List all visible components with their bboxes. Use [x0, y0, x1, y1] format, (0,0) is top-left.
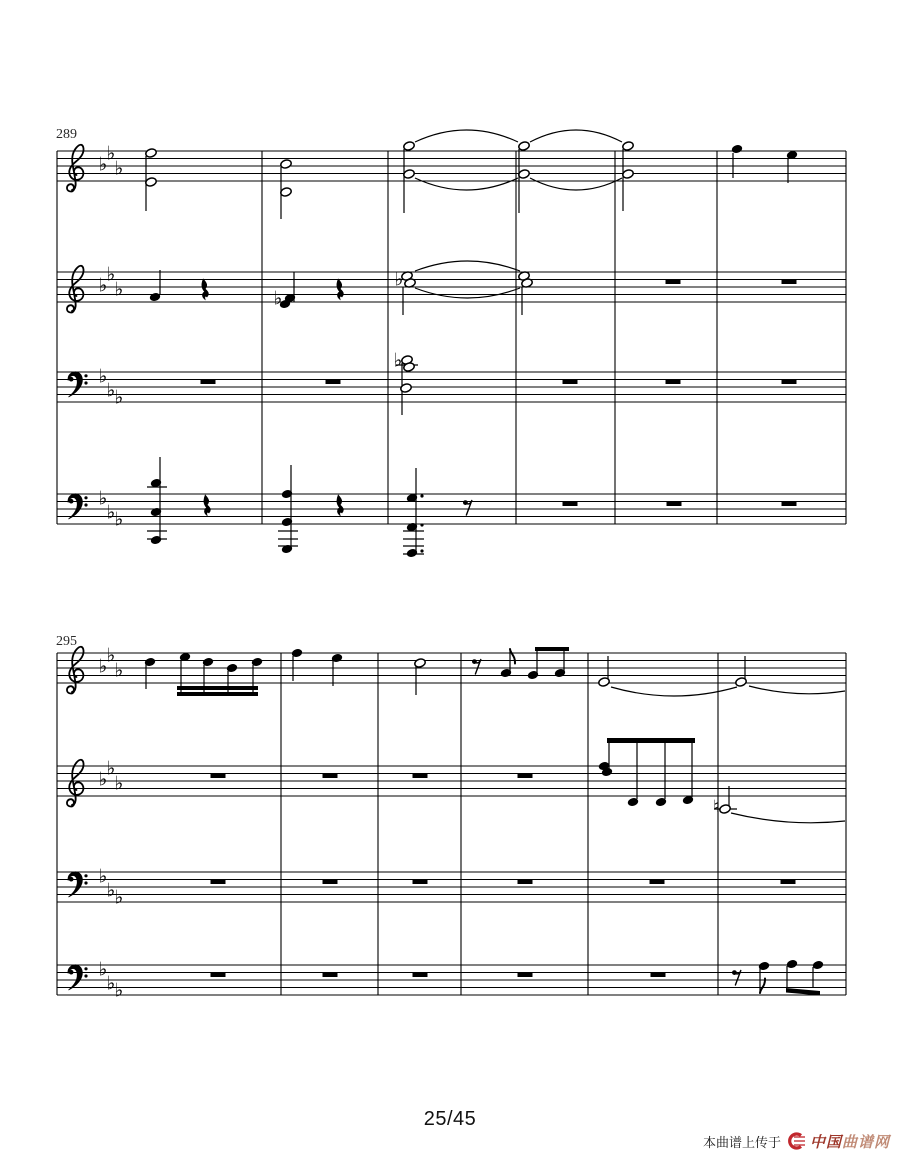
svg-text:♭: ♭ — [98, 365, 108, 388]
site-name-bold: 中国 — [810, 1133, 843, 1151]
svg-text:♭: ♭ — [114, 979, 124, 1002]
svg-text:♭: ♭ — [114, 659, 124, 682]
page-indicator: 25/45 — [423, 1108, 477, 1130]
measure-number-first-system: 289 — [56, 127, 77, 142]
site-logo-icon — [785, 1130, 806, 1152]
svg-text:♭: ♭ — [114, 886, 124, 909]
svg-text:♭: ♭ — [98, 274, 108, 297]
svg-text:♭: ♭ — [393, 349, 403, 372]
svg-text:♭: ♭ — [98, 153, 108, 176]
svg-text:♭: ♭ — [394, 268, 404, 291]
svg-text:♭: ♭ — [106, 644, 116, 667]
svg-text:♭: ♭ — [98, 865, 108, 888]
watermark — [703, 1130, 890, 1152]
svg-text:♭: ♭ — [114, 772, 124, 795]
svg-text:♭: ♭ — [106, 501, 116, 524]
svg-text:♭: ♭ — [98, 958, 108, 981]
svg-text:♭: ♭ — [98, 655, 108, 678]
svg-text:♭: ♭ — [106, 142, 116, 165]
svg-text:♭: ♭ — [106, 972, 116, 995]
svg-text:♭: ♭ — [106, 263, 116, 286]
svg-text:♭: ♭ — [98, 487, 108, 510]
site-name — [810, 1131, 890, 1152]
measure-number-second-system: 295 — [56, 634, 77, 649]
svg-text:♭: ♭ — [114, 278, 124, 301]
svg-text:♭: ♭ — [273, 287, 283, 310]
svg-text:♭: ♭ — [106, 379, 116, 402]
svg-text:♭: ♭ — [114, 508, 124, 531]
svg-text:♭: ♭ — [98, 768, 108, 791]
svg-text:♭: ♭ — [114, 386, 124, 409]
svg-text:♮: ♮ — [712, 797, 720, 817]
watermark-text: 本曲谱上传于 — [703, 1134, 782, 1150]
site-name-light: 曲谱网 — [842, 1133, 891, 1151]
svg-text:♭: ♭ — [106, 879, 116, 902]
svg-text:♭: ♭ — [106, 757, 116, 780]
svg-text:♭: ♭ — [114, 157, 124, 180]
